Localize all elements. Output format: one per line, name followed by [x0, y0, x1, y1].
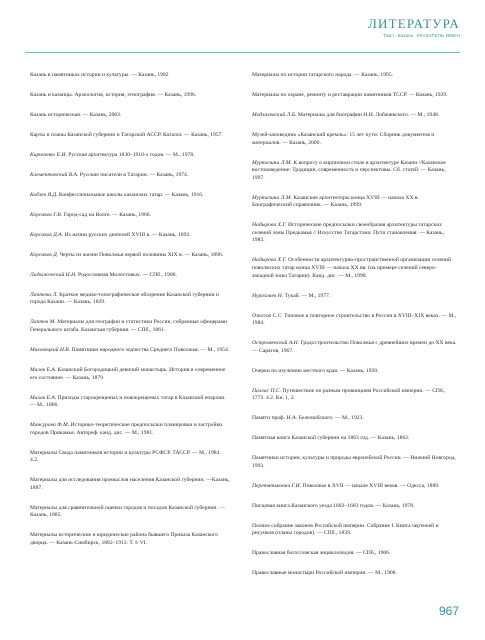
entry-text: Типовое и повторное строительство в России в XVIII–XIX веках. — М., 1984. — [252, 312, 457, 327]
entry-text: Памятники народного зодчества Среднего Поволжья. — М., 1954. — [71, 346, 230, 353]
bibliography-entry — [252, 415, 457, 423]
entry-author: Муртазина Л.М. — [252, 194, 292, 201]
entry-text: Градостроительство Поволжья с древнейших времен до XX века. — Саратов, 1967. — [252, 340, 457, 354]
bibliography-entry — [252, 503, 457, 511]
bibliography-entry — [252, 550, 457, 558]
bibliography-entry — [30, 505, 230, 520]
bibliography-entry — [30, 252, 230, 260]
left-column — [30, 72, 230, 560]
entry-text: Поволжье в XVII — начале XVIII веков. — Одесса, 1889. — [302, 482, 440, 489]
bibliography-entry — [252, 368, 457, 376]
bibliography-entry — [252, 313, 457, 328]
entry-author: Лаптев М. — [30, 319, 56, 326]
entry-text: Историко-теоретические предпосылки планировки и застройки городов Прикамья. Автореф. канд. дис. — М., 1981. — [30, 422, 223, 436]
entry-text: Музей-заповедник «Казанский кремль»: 15 лет пути: Сборник документов и материалов. — Казань, 2009. — [252, 131, 435, 146]
entry-author: Корсаков Г.В. — [30, 211, 63, 218]
bibliography-entry — [30, 152, 230, 160]
bibliography-entry — [30, 477, 230, 492]
entry-author: Нургалиев Н. — [252, 292, 284, 299]
section-subtitle: Том I. Казань. УКАЗАТЕЛЬ ИМЕН — [382, 33, 460, 38]
entry-author: Лаптева Л. — [30, 291, 58, 298]
bibliography-entry — [252, 72, 457, 80]
bibliography-entry — [30, 532, 230, 547]
entry-author: Муртазина Л.М. — [252, 159, 292, 166]
entry-text: Православная богословская энциклопедия. — СПб., 1906. — [252, 550, 391, 557]
entry-text: Материалы для биографии Н.И. Лобачевского. — М., 1948. — [297, 111, 440, 118]
entry-text: Памятники истории, культуры и природы европейской России. — Нижний Новгород, 1993. — [252, 455, 456, 469]
entry-text: Материалы для исследования промыслов населения Казанской губернии. —Казань, 1887. — [30, 477, 230, 491]
entry-text: Из жизни русских деятелей XVIII в. — Казань, 1893. — [64, 231, 191, 238]
bibliography-entry — [30, 367, 230, 382]
bibliography-entry — [252, 340, 457, 355]
entry-text: Казань и казанцы. Археология, история, этнография. — Казань, 1996. — [30, 91, 197, 98]
bibliography-entry — [30, 450, 230, 465]
bibliography-entry — [30, 92, 230, 100]
entry-text: Русская архитектура 1830–1910-х годов. — М., 1978. — [68, 151, 195, 158]
bibliography-entry — [252, 112, 457, 120]
entry-text: Казанский Богородицкий девичий монастырь. История и современное его состояние. — Казань, 1879 — [30, 366, 226, 381]
bibliography-entry — [252, 455, 457, 470]
bibliography-entry — [30, 212, 230, 220]
entry-author: Малов Е.А. — [30, 394, 57, 401]
entry-author: Клементовский В.А. — [30, 171, 79, 178]
bibliography-entry — [30, 347, 230, 355]
entry-text: Материалы для сравнительной оценки городов и посадов Казанской губернии. — Казань, 1885. — [30, 504, 225, 519]
entry-author: Надырова Х.Г. — [252, 222, 287, 229]
entry-text: Материалы Свода памятников истории и культуры РСФСР. ТАССР. — М., 1984. 4.2. — [30, 449, 221, 464]
entry-text: Казань историческая. — Казань, 2003. — [30, 111, 122, 118]
entry-text: Православные монастыри Российской империи. — М., 1908. — [252, 570, 397, 577]
bibliography-entry — [252, 257, 457, 280]
bibliography-entry — [252, 222, 457, 245]
entry-text: Очерки по изучению местного края. — Казань, 1930. — [252, 367, 379, 374]
bibliography-entry — [252, 435, 457, 443]
bibliography-entry — [30, 272, 230, 280]
entry-author: Маховецкий Н.В. — [30, 346, 71, 353]
bibliography-entry — [30, 132, 230, 140]
bibliography-entry — [30, 192, 230, 200]
entry-text: Материалы по охране, ремонту и реставрации памятников ТССР. — Казань, 1929. — [252, 91, 448, 98]
entry-text: Казанские архитекторы конца XVIII — начала XX в. Биографический справочник. — Казань, 1999. — [252, 194, 419, 209]
entry-text: Материалы исторические и юридические района бывшего Приказа Казанского дворца. — Казань-Симбирск, 1882–1912. Т. I–VI. — [30, 532, 219, 547]
entry-author: Модзалевский Л.Б. — [252, 111, 297, 118]
entry-text: Конфессиональные школы казанских татар. — Казань, 1916. — [58, 191, 204, 198]
entry-text: Писцовая книга Казанского уезда 1602–1603 годов. — Казань, 1978. — [252, 502, 415, 509]
bibliography-entry — [252, 92, 457, 100]
entry-text: Памятная книга Казанской губернии на 1863 год. — Казань, 1862. — [252, 435, 410, 442]
entry-text: К вопросу о кирпичном стиле в архитектуре Казани //Казанское востоковедение: Традиции, современность и перспективы. Сб. статей. — Казань, 1997. — [252, 159, 446, 181]
entry-author: Мансурова Ф.М. — [30, 422, 70, 429]
entry-author: Ладыженский Н.Н. — [30, 271, 77, 278]
bibliography-entry — [252, 570, 457, 578]
entry-author: Корсаков Д. — [30, 251, 59, 258]
bibliography-entry — [252, 160, 457, 183]
bibliography-entry — [30, 395, 230, 410]
bibliography-entry — [30, 172, 230, 180]
entry-author: Ожегов С.С. — [252, 312, 283, 319]
bibliography-entry — [30, 422, 230, 437]
entry-author: Надырова Х.Г. — [252, 257, 287, 264]
header-divider — [25, 52, 460, 53]
entry-author: Перетятькович Г.И. — [252, 482, 302, 489]
bibliography-entry — [30, 112, 230, 120]
entry-text: Казань в памятниках истории и культуры. — Казань, 1982 — [30, 72, 169, 78]
entry-text: Карты и планы Казанской губернии и Татарской АССР. Каталог. — Казань, 1957. — [30, 131, 223, 138]
entry-text: Русские писатели в Татарии. — Казань, 1974. — [79, 171, 189, 178]
bibliography-entry — [252, 388, 457, 403]
bibliography-entry — [30, 72, 230, 80]
entry-author: Остроменский А.Н. — [252, 340, 300, 347]
entry-text: Родословная Молостовых. — СПб., 1900. — [77, 271, 177, 278]
entry-author: Кобзев Я.Д. — [30, 191, 58, 198]
entry-text: Приходы старокрещеных и новокрещеных татар в Казанской епархии. — М., 1866. — [30, 394, 226, 409]
entry-text: Черты из жизни Поволжья первой половины XIX в. — Казань, 1896. — [59, 251, 224, 258]
bibliography-entry — [252, 132, 457, 147]
bibliography-entry — [252, 195, 457, 210]
entry-text: Материалы по истории татарского народа. — Казань, 1995. — [252, 72, 394, 78]
section-title: ЛИТЕРАТУРА — [368, 16, 460, 31]
entry-text: Краткое медико-топографическое обозрение Казанской губернии и города Казани. — Казань, 1829. — [30, 291, 219, 306]
entry-text: Путешествие по разным провинциям Российской империи. — СПб., 1773. 4.2. Кн. 1, 2. — [252, 387, 446, 402]
entry-text: Полное собрание законов Российской империи. Собрание I. Книга чертежей и рисунков (планы городов). — СПб., 1839. — [252, 522, 439, 537]
entry-text: Исторические предпосылки своеобразия архитектуры татарских селений зоны Предкамья // Искусство Татарстана: Пути становления. — Казань, 1983. — [252, 222, 444, 244]
entry-text: Особенности архитектурно-пространственной организации селений поволжских татар конца XVIII — начала XX вв. (на примере селений северо-западной зоны Татарии). Канд. дис. — М., 1990. — [252, 257, 451, 279]
right-column — [252, 72, 457, 590]
bibliography-entry — [252, 293, 457, 301]
bibliography-entry — [252, 523, 457, 538]
entry-author: Малов Е.А. — [30, 366, 57, 373]
entry-author: Кириченко Е.И. — [30, 151, 67, 158]
page-number: 967 — [438, 604, 459, 618]
running-header — [368, 16, 460, 38]
bibliography-entry — [30, 319, 230, 334]
entry-author: Паллас П.С. — [252, 387, 282, 394]
entry-text: Город-сад на Волге. — Казань, 1966. — [63, 211, 151, 218]
entry-text: Памяти проф. Н.А. Белелюбского. — М., 1923. — [252, 415, 364, 422]
entry-text: Материалы для географии и статистики России, собранные офицерами Генерального штаба. Казанская губерния. — СПб., 1861. — [30, 319, 227, 333]
bibliography-entry — [252, 483, 457, 491]
bibliography-entry — [30, 232, 230, 240]
bibliography-entry — [30, 292, 230, 307]
entry-text: Тукай. — М., 1977. — [284, 292, 331, 299]
entry-author: Корсаков Д.А. — [30, 231, 64, 238]
